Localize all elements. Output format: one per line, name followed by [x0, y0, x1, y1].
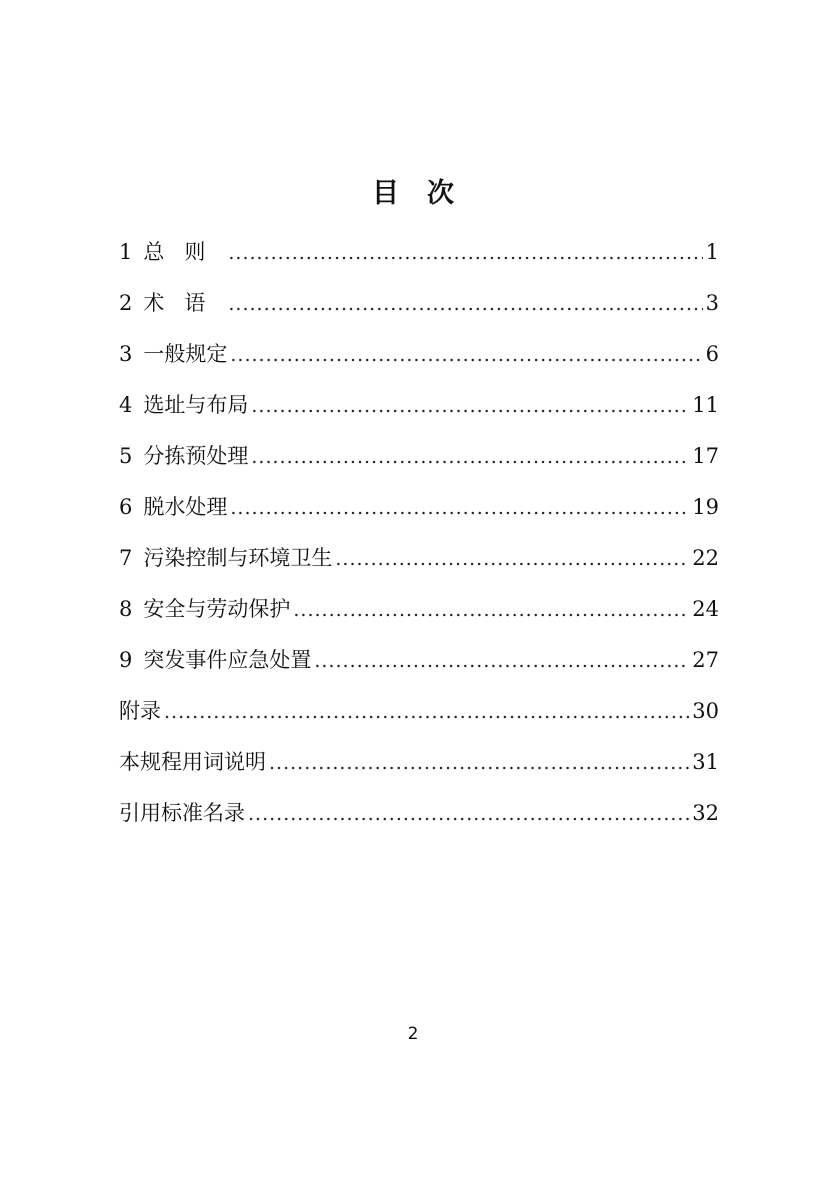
- toc-entry-page: 6: [705, 342, 719, 366]
- toc-entry-title: 污染控制与环境卫生: [143, 546, 333, 570]
- toc-entry-title: 引用标准名录: [119, 801, 245, 825]
- page-number: 2: [407, 1024, 419, 1044]
- toc-entry-title: 一般规定: [143, 342, 228, 366]
- toc-entry-page: 3: [705, 291, 719, 315]
- toc-dot-leader: [293, 590, 689, 630]
- toc-entry-number: 7: [119, 546, 133, 570]
- toc-entry-title: 附录: [119, 699, 161, 723]
- toc-entry-page: 32: [692, 801, 719, 825]
- toc-entry-number: 9: [119, 648, 133, 672]
- toc-entry-page: 30: [692, 699, 719, 723]
- toc-dot-leader: [230, 488, 689, 528]
- toc-dot-leader: [228, 284, 702, 324]
- toc-entry-title: 脱水处理: [143, 495, 228, 519]
- toc-entry-number: 8: [119, 597, 133, 621]
- toc-entry-page: 31: [692, 750, 719, 774]
- toc-dot-leader: [335, 539, 689, 579]
- toc-dot-leader: [230, 335, 702, 375]
- toc-entry-dewatering[interactable]: [119, 487, 719, 538]
- toc-entry-page: 24: [692, 597, 719, 621]
- toc-entry-pollution-control[interactable]: [119, 538, 719, 589]
- toc-dot-leader: [164, 692, 689, 732]
- toc-entry-number: 1: [119, 240, 133, 264]
- toc-dot-leader: [251, 437, 689, 477]
- toc-entry-title: 本规程用词说明: [119, 750, 266, 774]
- toc-entry-page: 17: [692, 444, 719, 468]
- toc-entry-site-layout[interactable]: [119, 385, 719, 436]
- toc-entry-general-provisions[interactable]: [119, 334, 719, 385]
- table-of-contents: [119, 232, 719, 844]
- toc-dot-leader: [314, 641, 689, 681]
- toc-entry-appendix[interactable]: [119, 691, 719, 742]
- toc-entry-number: 5: [119, 444, 133, 468]
- toc-entry-page: 19: [692, 495, 719, 519]
- toc-entry-general[interactable]: [119, 232, 719, 283]
- toc-dot-leader: [269, 743, 689, 783]
- toc-entry-title: 总则: [143, 240, 226, 264]
- toc-entry-emergency[interactable]: [119, 640, 719, 691]
- toc-dot-leader: [248, 794, 689, 834]
- toc-entry-number: 6: [119, 495, 133, 519]
- toc-entry-page: 11: [692, 393, 719, 417]
- toc-entry-safety[interactable]: [119, 589, 719, 640]
- toc-entry-terms[interactable]: [119, 283, 719, 334]
- toc-entry-page: 22: [692, 546, 719, 570]
- toc-entry-page: 27: [692, 648, 719, 672]
- page-title: 目次: [372, 178, 482, 209]
- toc-entry-number: 2: [119, 291, 133, 315]
- toc-entry-title: 选址与布局: [143, 393, 249, 417]
- toc-entry-title: 分拣预处理: [143, 444, 249, 468]
- toc-entry-title: 安全与劳动保护: [143, 597, 291, 621]
- toc-entry-title: 突发事件应急处置: [143, 648, 312, 672]
- toc-entry-title: 术语: [143, 291, 226, 315]
- toc-entry-wording-explanation[interactable]: [119, 742, 719, 793]
- toc-entry-number: 4: [119, 393, 133, 417]
- toc-dot-leader: [251, 386, 689, 426]
- toc-entry-referenced-standards[interactable]: [119, 793, 719, 844]
- toc-entry-sorting[interactable]: [119, 436, 719, 487]
- toc-dot-leader: [228, 233, 702, 273]
- toc-entry-number: 3: [119, 342, 133, 366]
- toc-entry-page: 1: [705, 240, 719, 264]
